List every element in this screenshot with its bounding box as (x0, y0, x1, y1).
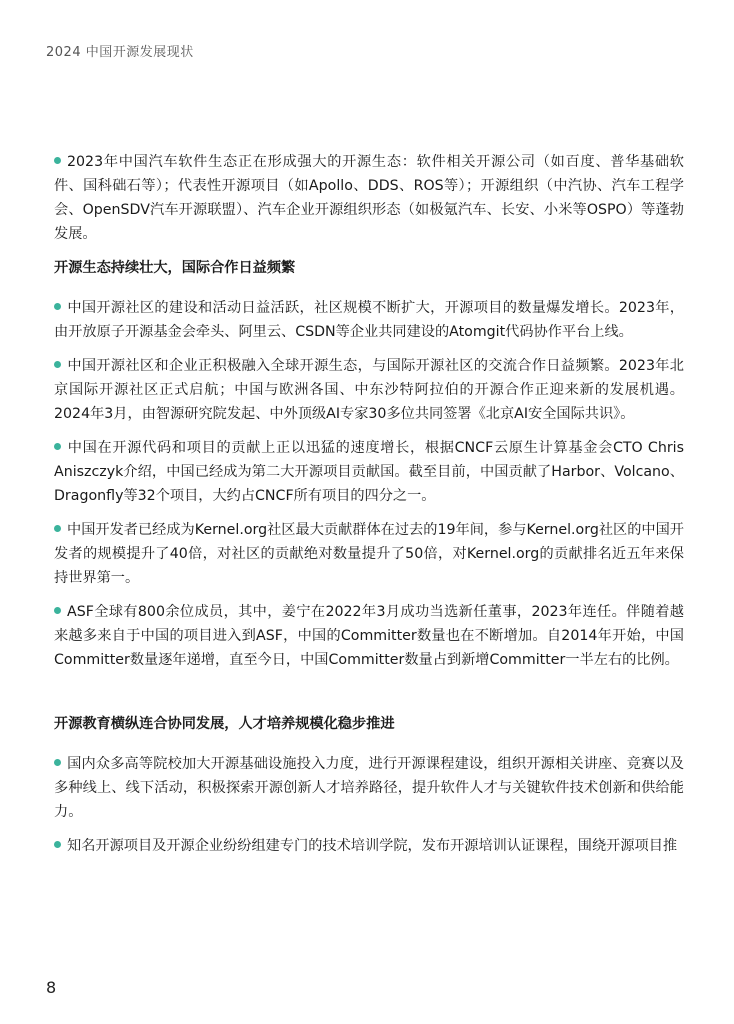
bullet-dot (54, 361, 61, 368)
paragraph-text: ASF全球有800余位成员，其中，姜宁在2022年3月成功当选新任董事，2023年连任。伴随着越来越多来自于中国的项目进入到ASF，中国的Committer数量也在不断增加。自2014年开始，中国Committer数量逐年递增，直至今日，中国Committer数量占到新增Committer一半左右的比例。 (54, 604, 684, 668)
paragraph-text: 知名开源项目及开源企业纷纷组建专门的技术培训学院，发布开源培训认证课程，围绕开源项目推 (67, 838, 678, 854)
bullet-dot (54, 525, 61, 532)
paragraph (54, 752, 684, 824)
paragraph (54, 600, 684, 672)
paragraph (54, 436, 684, 508)
paragraph-text: 中国开源社区的建设和活动日益活跃，社区规模不断扩大，开源项目的数量爆发增长。2023年，由开放原子开源基金会牵头、阿里云、CSDN等企业共同建设的Atomgit代码协作平台上线。 (54, 300, 684, 340)
paragraph (54, 354, 684, 426)
bullet-dot (54, 841, 61, 848)
paragraph-text: 中国在开源代码和项目的贡献上正以迅猛的速度增长，根据CNCF云原生计算基金会CTO Chris Aniszczyk介绍，中国已经成为第二大开源项目贡献国。截至目前，中国贡献了Harbor、Volcano、Dragonfly等32个项目，大约占CNCF所有项目的四分之一。 (54, 440, 684, 504)
bullet-dot (54, 303, 61, 310)
bullet-dot (54, 157, 61, 164)
paragraph (54, 518, 684, 590)
section-heading: 开源生态持续壮大，国际合作日益频繁 (54, 260, 296, 276)
paragraph (54, 150, 684, 246)
page-header: 2024 中国开源发展现状 (46, 45, 194, 60)
paragraph-text: 2023年中国汽车软件生态正在形成强大的开源生态：软件相关开源公司（如百度、普华基础软件、国科础石等）；代表性开源项目（如Apollo、DDS、ROS等）；开源组织（中汽协、汽车工程学会、OpenSDV汽车开源联盟）、汽车企业开源组织形态（如极氪汽车、长安、小米等OSPO）等蓬勃发展。 (54, 154, 684, 242)
document-body (54, 150, 684, 868)
bullet-dot (54, 759, 61, 766)
page-number: 8 (46, 978, 57, 997)
paragraph (54, 834, 684, 858)
paragraph (54, 296, 684, 344)
bullet-dot (54, 443, 61, 450)
paragraph-text: 中国开发者已经成为Kernel.org社区最大贡献群体在过去的19年间，参与Kernel.org社区的中国开发者的规模提升了40倍，对社区的贡献绝对数量提升了50倍，对Kernel.org的贡献排名近五年来保持世界第一。 (54, 522, 684, 586)
paragraph-text: 国内众多高等院校加大开源基础设施投入力度，进行开源课程建设，组织开源相关讲座、竞赛以及多种线上、线下活动，积极探索开源创新人才培养路径，提升软件人才与关键软件技术创新和供给能力。 (54, 756, 684, 820)
section-heading: 开源教育横纵连合协同发展，人才培养规模化稳步推进 (54, 716, 395, 732)
paragraph-text: 中国开源社区和企业正积极融入全球开源生态，与国际开源社区的交流合作日益频繁。2023年北京国际开源社区正式启航；中国与欧洲各国、中东沙特阿拉伯的开源合作正迎来新的发展机遇。2024年3月，由智源研究院发起、中外顶级AI专家30多位共同签署《北京AI安全国际共识》。 (54, 358, 684, 422)
bullet-dot (54, 607, 61, 614)
